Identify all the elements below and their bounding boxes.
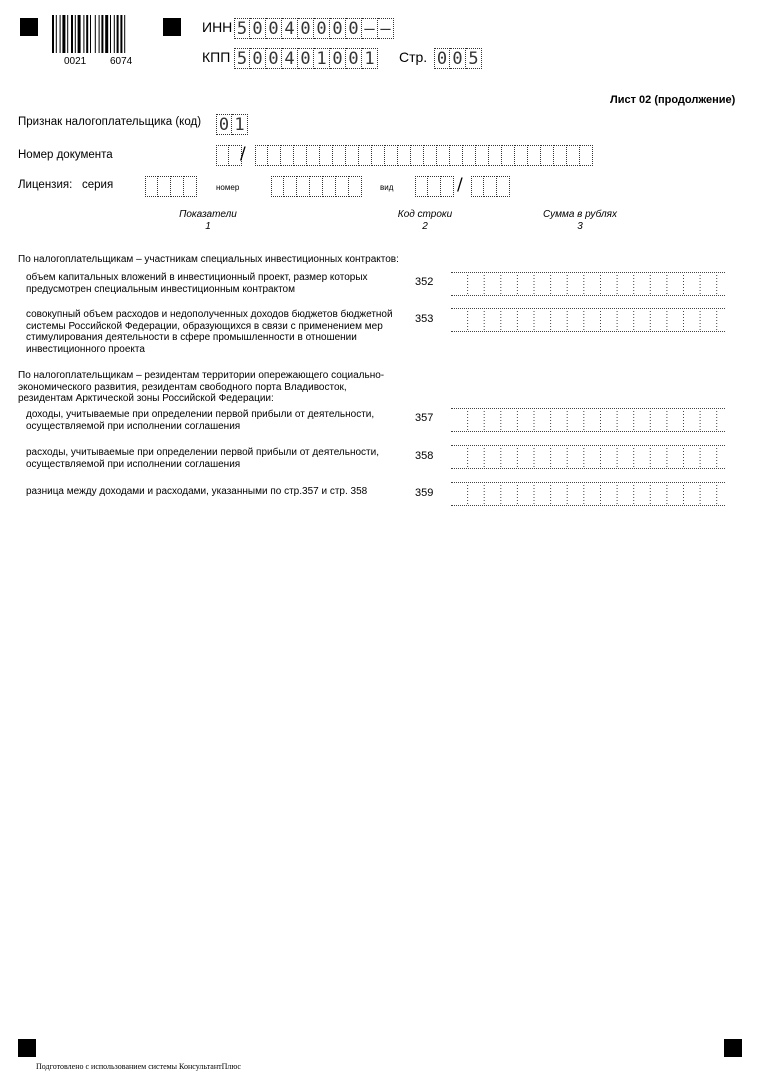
sign-cells-cell[interactable]: 0 bbox=[216, 114, 232, 135]
barcode-bar bbox=[105, 15, 108, 53]
doc-b-cell[interactable] bbox=[372, 145, 385, 166]
lic-kind-a-cell[interactable] bbox=[415, 176, 428, 197]
column-header-amount: Сумма в рублях 3 bbox=[543, 209, 617, 232]
lic-series-cell[interactable] bbox=[145, 176, 158, 197]
kind-label: вид bbox=[380, 183, 394, 192]
inn-cells-cell[interactable]: 0 bbox=[314, 18, 330, 39]
kpp-cells-cell[interactable]: 0 bbox=[330, 48, 346, 69]
barcode-bar bbox=[60, 15, 61, 53]
lic-number-cell[interactable] bbox=[297, 176, 310, 197]
kpp-cells-cell[interactable]: 1 bbox=[314, 48, 330, 69]
taxpayer-sign-cells[interactable] bbox=[216, 114, 248, 135]
barcode-bar bbox=[124, 15, 125, 53]
doc-b-cell[interactable] bbox=[437, 145, 450, 166]
inn-cells-cell[interactable]: 0 bbox=[330, 18, 346, 39]
barcode-bar bbox=[83, 15, 84, 53]
barcode-bar bbox=[86, 15, 88, 53]
corner-marker-bottom-right bbox=[724, 1039, 742, 1057]
row-359-amount-field[interactable] bbox=[451, 482, 725, 506]
row-358-code: 358 bbox=[415, 450, 434, 462]
row-359-label: разница между доходами и расходами, указанными по стр.357 и стр. 358 bbox=[26, 486, 368, 497]
corner-marker-top-right bbox=[163, 18, 181, 36]
doc-b-cell[interactable] bbox=[385, 145, 398, 166]
inn-cells-cell[interactable]: 0 bbox=[250, 18, 266, 39]
lic-kind-b-cell[interactable] bbox=[471, 176, 484, 197]
doc-b-cell[interactable] bbox=[424, 145, 437, 166]
doc-b-cell[interactable] bbox=[333, 145, 346, 166]
row-352-label: объем капитальных вложений в инвестиционный проект, размер которых предусмотрен специальным инвестиционным контрактом bbox=[26, 272, 368, 295]
lic-kind-b-cell[interactable] bbox=[497, 176, 510, 197]
doc-number-cells-b[interactable] bbox=[255, 145, 593, 166]
lic-number-cell[interactable] bbox=[284, 176, 297, 197]
kpp-cells-cell[interactable]: 0 bbox=[250, 48, 266, 69]
taxpayer-sign-label: Признак налогоплательщика (код) bbox=[18, 116, 202, 128]
lic-kind-b-cell[interactable] bbox=[484, 176, 497, 197]
kpp-cells-cell[interactable]: 0 bbox=[298, 48, 314, 69]
row-357-code: 357 bbox=[415, 412, 434, 424]
row-357-amount-field[interactable] bbox=[451, 408, 725, 432]
lic-series-cell[interactable] bbox=[171, 176, 184, 197]
lic-series-cell[interactable] bbox=[184, 176, 197, 197]
section2-title: По налогоплательщикам – резидентам территории опережающего социально- экономического развития, резидентам свободного порта Владивосток, резидентам Арктической зоны Российской Федерации: bbox=[18, 370, 385, 404]
lic-kind-a-cell[interactable] bbox=[441, 176, 454, 197]
kpp-cells-cell[interactable]: 4 bbox=[282, 48, 298, 69]
doc-b-cell[interactable] bbox=[450, 145, 463, 166]
barcode-bar bbox=[71, 15, 73, 53]
barcode-bar bbox=[62, 15, 65, 53]
lic-number-cell[interactable] bbox=[310, 176, 323, 197]
row-352-amount-field[interactable] bbox=[451, 272, 725, 296]
corner-marker-top-left bbox=[20, 18, 38, 36]
barcode-bar bbox=[99, 15, 100, 53]
inn-cells-cell[interactable]: 0 bbox=[346, 18, 362, 39]
doc-b-cell[interactable] bbox=[255, 145, 268, 166]
license-label: Лицензия: bbox=[18, 179, 73, 191]
section1-title: По налогоплательщикам – участникам специальных инвестиционных контрактов: bbox=[18, 254, 399, 265]
doc-b-cell[interactable] bbox=[580, 145, 593, 166]
doc-b-cell[interactable] bbox=[476, 145, 489, 166]
doc-b-cell[interactable] bbox=[359, 145, 372, 166]
column-header-row-code: Код строки 2 bbox=[397, 209, 453, 232]
kpp-cells-cell[interactable]: 0 bbox=[346, 48, 362, 69]
doc-b-cell[interactable] bbox=[411, 145, 424, 166]
corner-marker-bottom-left bbox=[18, 1039, 36, 1057]
license-number-cells[interactable] bbox=[271, 176, 362, 197]
kpp-cells-cell[interactable]: 0 bbox=[266, 48, 282, 69]
doc-number-cells-a[interactable] bbox=[216, 145, 242, 166]
footer-note: Подготовлено с использованием системы КонсультантПлюс bbox=[36, 1062, 241, 1071]
sign-cells-cell[interactable]: 1 bbox=[232, 114, 248, 135]
doc-b-cell[interactable] bbox=[528, 145, 541, 166]
lic-number-cell[interactable] bbox=[271, 176, 284, 197]
row-357-label: доходы, учитываемые при определении первой прибыли от деятельности, осуществляемой при исполнении соглашения bbox=[26, 409, 375, 432]
license-kind-cells-a[interactable] bbox=[415, 176, 454, 197]
doc-b-cell[interactable] bbox=[502, 145, 515, 166]
page-cells[interactable] bbox=[434, 48, 482, 69]
barcode-bar bbox=[114, 15, 115, 53]
kpp-cells-cell[interactable]: 5 bbox=[234, 48, 250, 69]
row-353-amount-field[interactable] bbox=[451, 308, 725, 332]
lic-number-cell[interactable] bbox=[336, 176, 349, 197]
barcode-right-number: 6074 bbox=[110, 56, 133, 67]
row-358-label: расходы, учитываемые при определении первой прибыли от деятельности, осуществляемой при исполнении соглашения bbox=[26, 447, 379, 470]
barcode-bar bbox=[110, 15, 111, 53]
sheet-title: Лист 02 (продолжение) bbox=[610, 94, 736, 106]
license-series-cells[interactable] bbox=[145, 176, 197, 197]
barcode-bar bbox=[120, 15, 122, 53]
column-header-indicators: Показатели 1 bbox=[179, 209, 237, 232]
doc-b-cell[interactable] bbox=[463, 145, 476, 166]
inn-cells-cell[interactable]: 0 bbox=[266, 18, 282, 39]
barcode-bar bbox=[56, 15, 57, 53]
doc-b-cell[interactable] bbox=[554, 145, 567, 166]
barcode-bar bbox=[95, 15, 96, 53]
doc-b-cell[interactable] bbox=[294, 145, 307, 166]
barcode-bar bbox=[75, 15, 76, 53]
kpp-cells-cell[interactable]: 1 bbox=[362, 48, 378, 69]
barcode-bar bbox=[117, 15, 119, 53]
lic-number-cell[interactable] bbox=[349, 176, 362, 197]
kpp-cells[interactable] bbox=[234, 48, 378, 69]
page-label: Стр. bbox=[399, 49, 428, 65]
doc-b-cell[interactable] bbox=[398, 145, 411, 166]
inn-cells-cell[interactable]: – bbox=[362, 18, 378, 39]
page-cells-cell[interactable]: 5 bbox=[466, 48, 482, 69]
doc-b-cell[interactable] bbox=[541, 145, 554, 166]
row-353-code: 353 bbox=[415, 313, 434, 325]
doc-number-slash: / bbox=[240, 144, 246, 164]
doc-b-cell[interactable] bbox=[268, 145, 281, 166]
series-label: серия bbox=[82, 179, 114, 191]
barcode-left-number: 0021 bbox=[64, 56, 87, 67]
barcode bbox=[50, 15, 150, 55]
row-358-amount-field[interactable] bbox=[451, 445, 725, 469]
barcode-bar bbox=[67, 15, 68, 53]
inn-cells[interactable] bbox=[234, 18, 394, 39]
doc-b-cell[interactable] bbox=[489, 145, 502, 166]
number-label: номер bbox=[216, 183, 240, 192]
license-kind-slash: / bbox=[457, 175, 463, 195]
page-cells-cell[interactable]: 0 bbox=[434, 48, 450, 69]
doc-b-cell[interactable] bbox=[307, 145, 320, 166]
doc-number-label: Номер документа bbox=[18, 149, 113, 161]
page-cells-cell[interactable]: 0 bbox=[450, 48, 466, 69]
barcode-bar bbox=[90, 15, 91, 53]
row-353-label: совокупный объем расходов и недополученных доходов бюджетов бюджетной системы Российской Федерации, образующихся в связи с применением мер стимулирования деятельности в сфере промышленности в отношении инвестиционного проекта bbox=[26, 309, 393, 355]
license-kind-cells-b[interactable] bbox=[471, 176, 510, 197]
doc-a-cell[interactable] bbox=[216, 145, 229, 166]
inn-cells-cell[interactable]: – bbox=[378, 18, 394, 39]
lic-number-cell[interactable] bbox=[323, 176, 336, 197]
lic-series-cell[interactable] bbox=[158, 176, 171, 197]
doc-b-cell[interactable] bbox=[346, 145, 359, 166]
inn-label: ИНН bbox=[202, 19, 233, 35]
barcode-bar bbox=[101, 15, 103, 53]
doc-b-cell[interactable] bbox=[567, 145, 580, 166]
kpp-label: КПП bbox=[202, 49, 231, 65]
inn-cells-cell[interactable]: 4 bbox=[282, 18, 298, 39]
inn-cells-cell[interactable]: 5 bbox=[234, 18, 250, 39]
inn-cells-cell[interactable]: 0 bbox=[298, 18, 314, 39]
barcode-bar bbox=[52, 15, 54, 53]
doc-b-cell[interactable] bbox=[320, 145, 333, 166]
row-352-code: 352 bbox=[415, 276, 434, 288]
barcode-bar bbox=[78, 15, 81, 53]
lic-kind-a-cell[interactable] bbox=[428, 176, 441, 197]
doc-b-cell[interactable] bbox=[515, 145, 528, 166]
row-359-code: 359 bbox=[415, 487, 434, 499]
doc-b-cell[interactable] bbox=[281, 145, 294, 166]
